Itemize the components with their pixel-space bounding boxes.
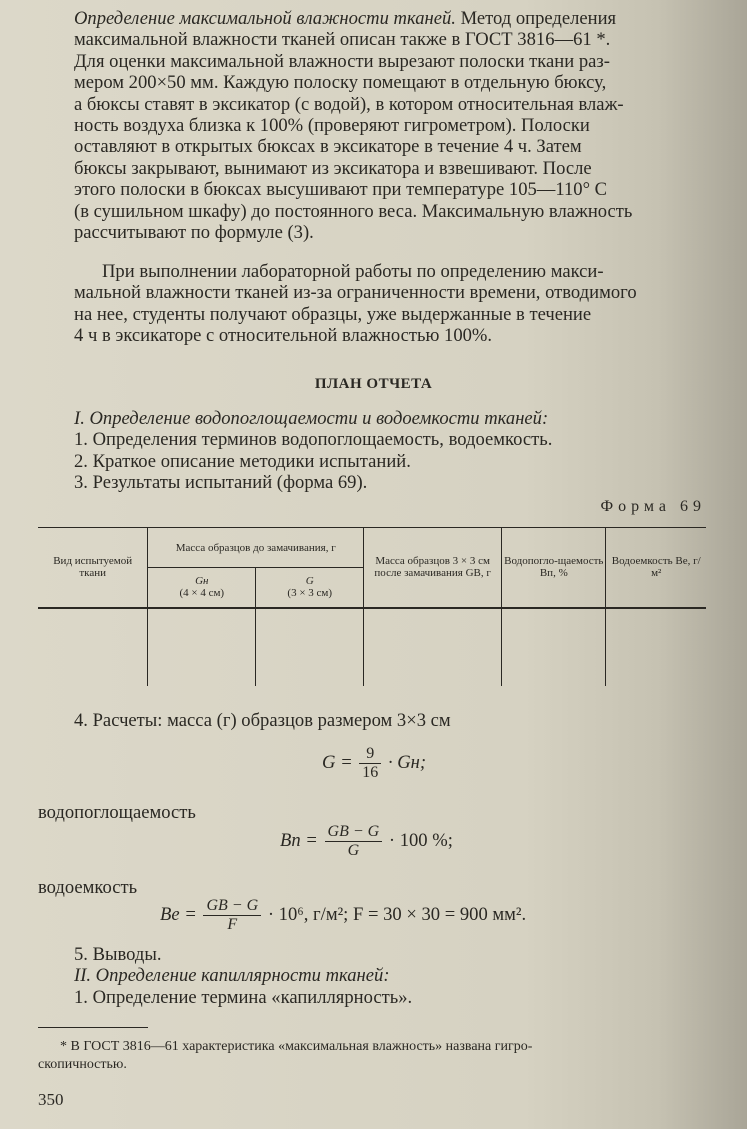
- header-mass-after: Масса образцов 3 × 3 см после замачивания GВ, г: [364, 528, 502, 608]
- paragraph-lab-work: [74, 261, 706, 347]
- results-table: [38, 527, 706, 686]
- p1-line-5: а бюксы ставят в эксикатор (с водой), в котором относительная влаж-: [74, 93, 624, 115]
- formula-bp: [280, 823, 453, 860]
- p1-line-4: мером 200×50 мм. Каждую полоску помещают в отдельную бюксу,: [74, 72, 607, 94]
- plan-tail: [74, 944, 706, 1008]
- label-water-capacity-text: водоемкость: [38, 877, 138, 898]
- header-gn-symbol: Gн: [195, 575, 209, 588]
- header-water-capacity: Водоемкость Bе, г/м²: [606, 528, 706, 608]
- plan-item-5: 5. Выводы.: [74, 944, 162, 965]
- formula-be-num: GВ − G: [203, 897, 261, 916]
- formula-be-lhs: Bе =: [160, 903, 197, 925]
- p1-lead: Определение максимальной влажности тканей.: [74, 8, 456, 29]
- label-water-capacity: [38, 877, 670, 898]
- plan-section2-title: II. Определение капиллярности тканей:: [74, 965, 390, 987]
- footnote: [38, 1038, 708, 1074]
- plan-section2-item-1: 1. Определение термина «капиллярность».: [74, 986, 413, 1008]
- header-g-size: (3 × 3 см): [287, 587, 333, 600]
- formula-be: [160, 897, 526, 934]
- p1-line-10: (в сушильном шкафу) до постоянного веса. Максимальную влажность: [74, 200, 633, 222]
- p1-line-8: бюксы закрывают, вынимают из эксикатора и взвешивают. После: [74, 157, 592, 179]
- p2-line-3: на нее, студенты получают образцы, уже выдержанные в течение: [74, 303, 592, 325]
- formula-g-fraction: [359, 745, 381, 782]
- footnote-line-2: скопичностью.: [38, 1057, 127, 1072]
- p1-line1-rest: Метод определения: [455, 8, 617, 29]
- p2-line-4: 4 ч в эксикаторе с относительной влажностью 100%.: [74, 325, 493, 347]
- paragraph-max-humidity: [74, 8, 706, 243]
- formula-g-num: 9: [359, 745, 381, 764]
- plan-section1-title: I. Определение водопоглощаемости и водоемкости тканей:: [74, 408, 549, 429]
- formula-be-den: F: [227, 916, 238, 933]
- empty-cell: [364, 608, 502, 686]
- formula-g-rhs: · Gн;: [387, 751, 427, 773]
- empty-cell: [256, 608, 364, 686]
- header-mass-before: Масса образцов до замачивания, г: [148, 528, 364, 568]
- report-plan-heading: ПЛАН ОТЧЕТА: [314, 376, 433, 392]
- header-water-absorption: Водопогло-щаемость Bп, %: [502, 528, 606, 608]
- header-g-symbol: G: [305, 575, 314, 588]
- label-water-absorption: [38, 802, 670, 823]
- label-water-absorption-text: водопоглощаемость: [38, 802, 196, 823]
- form-number-label: Форма 69: [600, 498, 706, 515]
- formula-bp-lhs: Bп =: [280, 829, 318, 851]
- header-gn: [148, 568, 256, 608]
- empty-cell: [502, 608, 606, 686]
- p1-line-3: Для оценки максимальной влажности вырезают полоски ткани раз-: [74, 50, 610, 72]
- footnote-rule: [38, 1027, 148, 1028]
- formula-bp-rhs: · 100 %;: [388, 829, 453, 851]
- formula-bp-num: GВ − G: [325, 823, 383, 842]
- header-gn-size: (4 × 4 см): [179, 587, 225, 600]
- p1-line-11: рассчитывают по формуле (3).: [74, 222, 314, 244]
- formula-bp-den: G: [347, 842, 360, 859]
- p2-line-2: мальной влажности тканей из-за ограниченности времени, отводимого: [74, 282, 637, 304]
- header-fabric-type: Вид испытуемой ткани: [38, 528, 148, 608]
- footnote-line-1: * В ГОСТ 3816—61 характеристика «максимальная влажность» названа гигро-: [60, 1039, 533, 1054]
- empty-cell: [606, 608, 706, 686]
- p1-line-1: [74, 8, 706, 29]
- plan-item-3: 3. Результаты испытаний (форма 69).: [74, 472, 368, 494]
- formula-be-fraction: [203, 897, 261, 934]
- header-g: [256, 568, 364, 608]
- plan-section-1: [74, 408, 706, 494]
- calc-item-4: [74, 710, 706, 731]
- formula-be-rhs: · 10⁶, г/м²; F = 30 × 30 = 900 мм².: [267, 903, 527, 925]
- p1-line-9: этого полоски в бюксах высушивают при температуре 105—110° С: [74, 179, 608, 201]
- plan-item-2: 2. Краткое описание методики испытаний.: [74, 450, 411, 472]
- plan-item-1: 1. Определения терминов водопоглощаемость, водоемкость.: [74, 429, 553, 451]
- formula-g-lhs: G =: [322, 751, 353, 773]
- p1-line-2: максимальной влажности тканей описан также в ГОСТ 3816—61 *.: [74, 29, 611, 51]
- calc-item-4-text: 4. Расчеты: масса (г) образцов размером 3×3 см: [74, 710, 451, 731]
- formula-bp-fraction: [325, 823, 383, 860]
- p2-line-1: При выполнении лабораторной работы по определению макси-: [102, 261, 604, 282]
- p1-line-7: оставляют в открытых бюксах в эксикаторе в течение 4 ч. Затем: [74, 136, 582, 158]
- p1-line-6: ность воздуха близка к 100% (проверяют гигрометром). Полоски: [74, 115, 590, 137]
- empty-cell: [148, 608, 256, 686]
- formula-g-den: 16: [362, 764, 379, 781]
- formula-g: [322, 745, 426, 782]
- empty-cell: [38, 608, 148, 686]
- page-number: 350: [38, 1090, 64, 1109]
